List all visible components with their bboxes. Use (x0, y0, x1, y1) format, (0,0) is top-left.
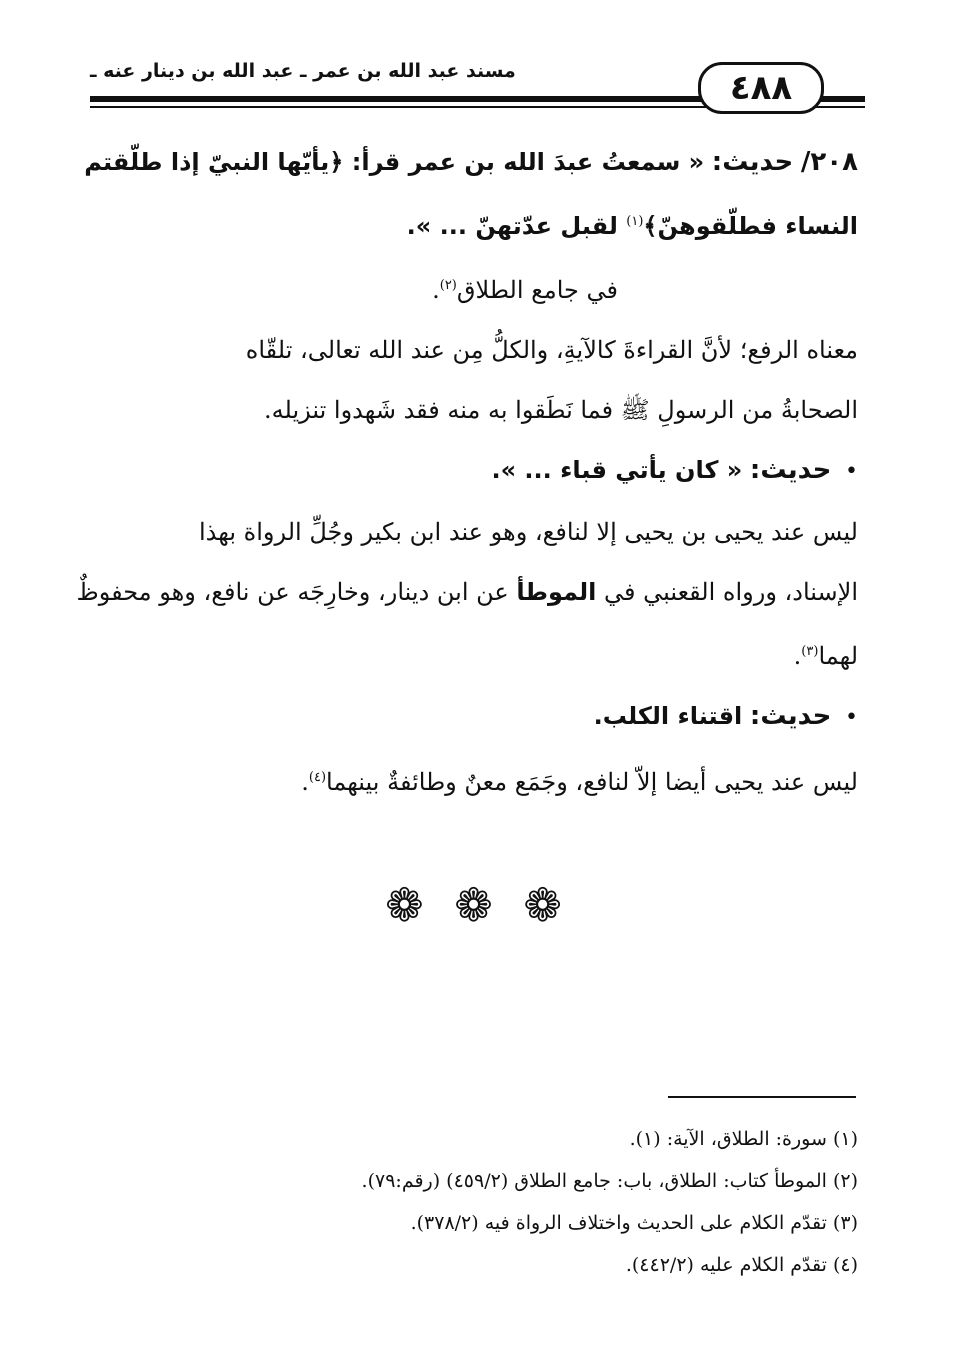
text-line-7 (92, 502, 858, 562)
commentary-text: معناه الرفع؛ لأنَّ القراءةَ كالآيةِ، والكلُّ مِن عند الله تعالى، تلقّاه (245, 336, 858, 364)
text-line-11 (92, 748, 858, 812)
source-note: في جامع الطلاق (456, 276, 618, 304)
main-text (76, 132, 858, 812)
running-title: مسند عبد الله بن عمر ـ عبد الله بن دينار عنه ـ (90, 60, 516, 82)
text-line-5 (92, 380, 858, 440)
text-line-4 (92, 320, 858, 380)
hadith-text: « سمعتُ عبدَ الله بن عمر قرأ: ﴿يأيّها النبيّ إذا طلّقتم (84, 148, 705, 176)
text-line-10 (92, 686, 858, 748)
commentary-text-b: عن ابن دينار، وخارِجَه عن نافع، وهو محفوظٌ (76, 578, 517, 606)
hadith-text-cont: النساء فطلّقوهنّ﴾ (643, 212, 858, 240)
hadith-text-tail: لقبل عدّتهنّ ... ». (406, 212, 627, 240)
commentary-tail: . (793, 642, 802, 670)
commentary-tail: . (301, 768, 309, 796)
text-line-6 (92, 440, 858, 502)
page-header (90, 52, 865, 122)
hadith-text: اقتناء الكلب. (593, 702, 743, 730)
hadith-number: ٢٠٨/ (800, 147, 858, 177)
text-line-3 (92, 256, 858, 320)
commentary-text-cont: الصحابةُ من الرسولِ ﷺ فما نَطَقوا به منه فقد شَهدوا تنزيله. (264, 396, 858, 424)
footnote-4: (٤) تقدّم الكلام عليه (٤٤٢/٢). (625, 1254, 858, 1276)
source-note-tail: . (432, 276, 440, 304)
text-line-9 (92, 622, 858, 686)
bullet-icon: • (845, 705, 858, 730)
commentary-text: ليس عند يحيى بن يحيى إلا لنافع، وهو عند ابن بكير وجُلِّ الرواة بهذا (199, 518, 858, 546)
hadith-label: حديث: (749, 701, 832, 731)
commentary-text: ليس عند يحيى أيضا إلاّ لنافع، وجَمَع معنٌ وطائفةٌ بينهما (326, 768, 858, 796)
text-line-8 (76, 562, 858, 622)
footnote-3: (٣) تقدّم الكلام على الحديث واختلاف الرواة فيه (٣٧٨/٢). (410, 1212, 858, 1234)
footnotes (92, 1118, 858, 1286)
text-line-1 (84, 132, 858, 192)
book-title: الموطأ (516, 578, 597, 606)
footnote-ref-1: (١) (626, 214, 644, 229)
commentary-text-a: الإسناد، ورواه القعنبي في (596, 578, 858, 606)
footnote-ref-4: (٤) (308, 770, 327, 785)
footnote-1: (١) سورة: الطلاق، الآية: (١). (629, 1128, 858, 1150)
bullet-icon: • (845, 459, 858, 484)
footnote-ref-3: (٣) (801, 644, 819, 659)
footnote-ref-2: (٢) (439, 278, 457, 293)
hadith-label: حديث: (711, 147, 794, 177)
commentary-text: لهما (818, 642, 858, 670)
footnote-2: (٢) الموطأ كتاب: الطلاق، باب: جامع الطلاق (٤٥٩/٢) (رقم:٧٩). (361, 1170, 858, 1192)
footnote-divider (668, 1096, 856, 1098)
hadith-label: حديث: (749, 455, 832, 485)
text-line-2 (92, 192, 858, 256)
page-number: ٤٨٨ (698, 62, 824, 114)
hadith-text: « كان يأتي قباء ... ». (491, 456, 743, 484)
section-ornament-icon: ❁ ❁ ❁ (385, 878, 570, 932)
